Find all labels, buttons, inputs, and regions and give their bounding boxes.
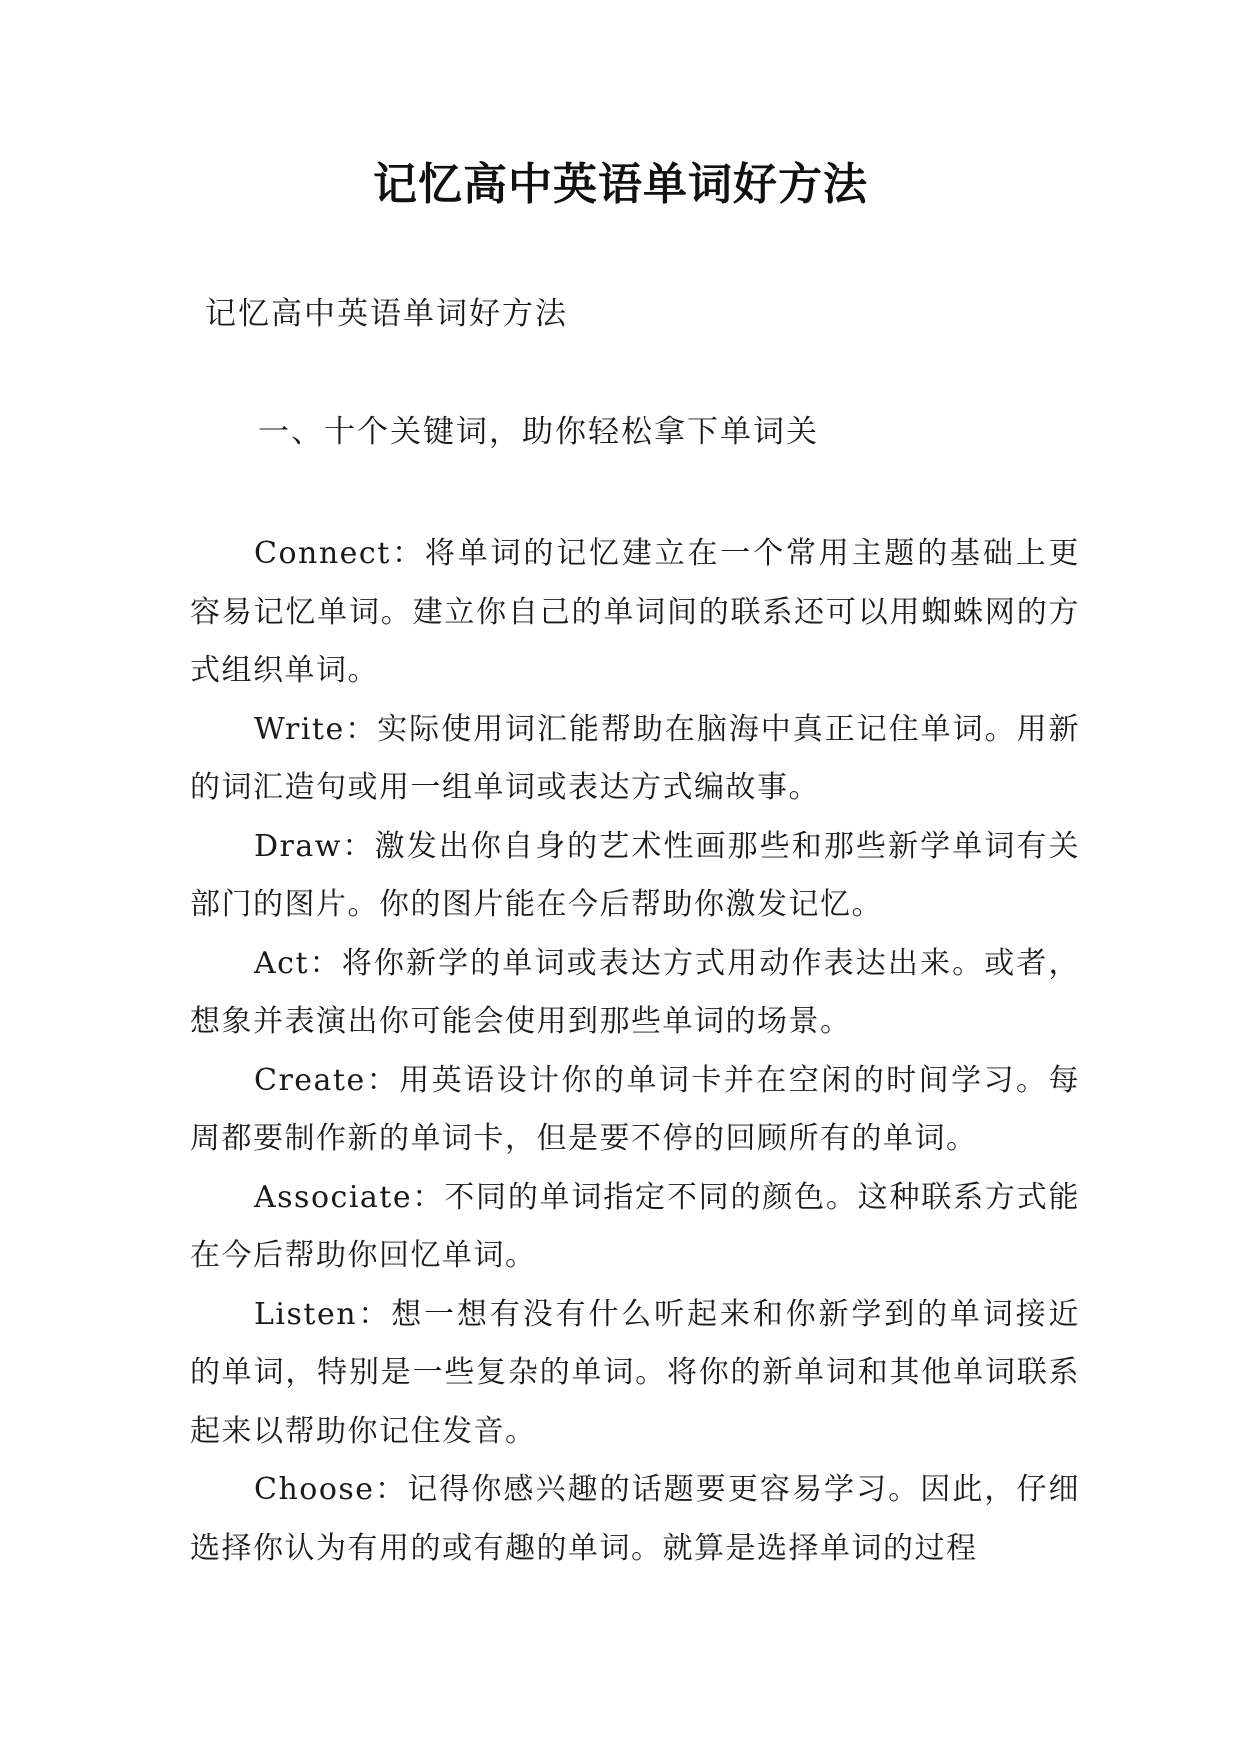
- paragraph-term: Connect: [254, 536, 391, 571]
- paragraph-separator: ：: [412, 1179, 445, 1215]
- paragraph-text: 将单词的记忆建立在一个常用主题的基础上更容易记忆单词。建立你自己的单词间的联系还可以用蜘蛛网的方式组织单词。: [190, 536, 1081, 688]
- paragraph-write: [190, 701, 1080, 818]
- paragraph-term: Act: [254, 945, 310, 981]
- paragraph-connect: [190, 525, 1080, 701]
- paragraph-separator: ：: [309, 945, 342, 981]
- paragraph-listen: [190, 1286, 1080, 1462]
- paragraph-term: Listen: [254, 1296, 358, 1332]
- section-heading: 一、十个关键词，助你轻松拿下单词关: [258, 414, 819, 450]
- paragraph-separator: ：: [344, 711, 378, 747]
- paragraph-term: Draw: [254, 828, 342, 864]
- paragraph-text: 想一想有没有什么听起来和你新学到的单词接近的单词，特别是一些复杂的单词。将你的新单词和其他单词联系起来以帮助你记住发音。: [190, 1296, 1081, 1449]
- paragraph-text: 不同的单词指定不同的颜色。这种联系方式能在今后帮助你回忆单词。: [190, 1179, 1081, 1273]
- paragraph-act: [190, 935, 1080, 1052]
- paragraph-term: Choose: [254, 1472, 375, 1507]
- paragraph-draw: [190, 818, 1080, 935]
- paragraph-create: [190, 1052, 1080, 1169]
- paragraph-separator: ：: [365, 1062, 400, 1098]
- paragraph-separator: ：: [390, 536, 425, 571]
- paragraph-term: Write: [254, 711, 345, 747]
- document-title: 记忆高中英语单词好方法: [373, 159, 868, 210]
- paragraph-separator: ：: [341, 828, 375, 864]
- document-subtitle: 记忆高中英语单词好方法: [205, 296, 568, 332]
- paragraph-term: Associate: [254, 1179, 413, 1215]
- paragraph-text: 记得你感兴趣的话题要更容易学习。因此，仔细选择你认为有用的或有趣的单词。就算是选择单词的过程: [190, 1472, 1081, 1566]
- paragraph-text: 实际使用词汇能帮助在脑海中真正记住单词。用新的词汇造句或用一组单词或表达方式编故事。: [190, 711, 1081, 805]
- paragraph-separator: ：: [357, 1296, 392, 1332]
- document-body: [190, 525, 1080, 1578]
- paragraph-associate: [190, 1169, 1080, 1286]
- paragraph-text: 将你新学的单词或表达方式用动作表达出来。或者，想象并表演出你可能会使用到那些单词的场景。: [190, 945, 1081, 1039]
- paragraph-separator: ：: [374, 1472, 408, 1507]
- paragraph-choose: [190, 1461, 1080, 1578]
- paragraph-term: Create: [254, 1062, 366, 1098]
- paragraph-text: 用英语设计你的单词卡并在空闲的时间学习。每周都要制作新的单词卡，但是要不停的回顾所有的单词。: [190, 1062, 1081, 1156]
- paragraph-text: 激发出你自身的艺术性画那些和那些新学单词有关部门的图片。你的图片能在今后帮助你激发记忆。: [190, 828, 1081, 922]
